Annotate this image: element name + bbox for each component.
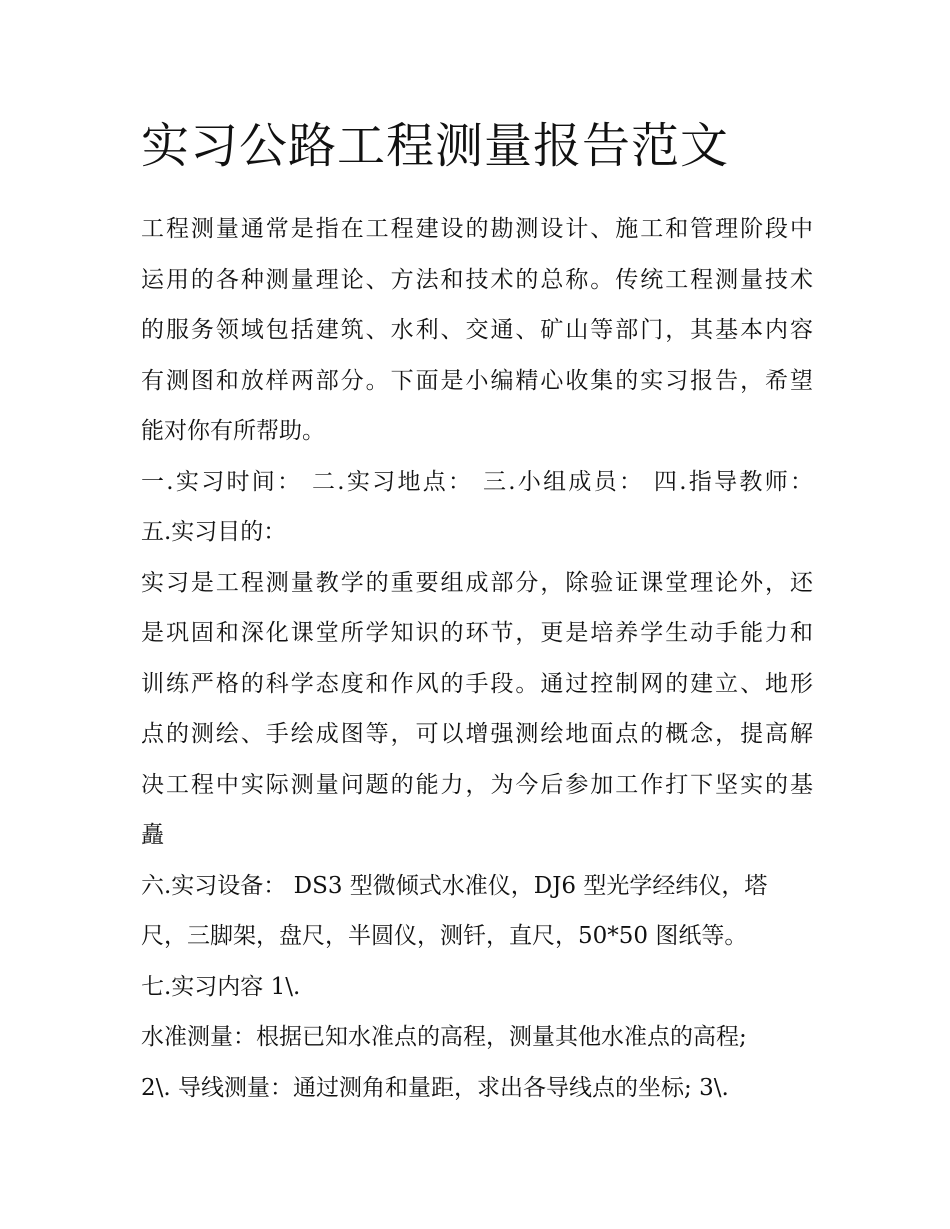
purpose-line-4: 点的测绘、手绘成图等，可以增强测绘地面点的概念，提高解 [141,721,813,747]
document-title: 实习公路工程测量报告范文 [141,118,730,174]
equipment-line-2: 尺，三脚架，盘尺，半圆仪，测钎，直尺，50*50 图纸等。 [141,923,748,949]
section-5-heading: 五.实习目的： [141,519,287,545]
content-line-2: 2\. 导线测量：通过测角和量距，求出各导线点的坐标; 3\. [141,1074,729,1101]
purpose-line-2: 是巩固和深化课堂所学知识的环节，更是培养学生动手能力和 [141,620,813,646]
intro-line-2: 运用的各种测量理论、方法和技术的总称。传统工程测量技术 [141,266,813,293]
intro-line-3: 的服务领域包括建筑、水利、交通、矿山等部门，其基本内容 [141,317,813,343]
content-line-1: 水准测量：根据已知水准点的高程，测量其他水准点的高程; [141,1024,747,1050]
purpose-line-5: 决工程中实际测量问题的能力，为今后参加工作打下坚实的基 [141,771,813,798]
section-headings-line: 一.实习时间： 二.实习地点： 三.小组成员： 四.指导教师： [141,468,813,495]
purpose-line-3: 训练严格的科学态度和作风的手段。通过控制网的建立、地形 [141,670,813,697]
intro-line-5: 能对你有所帮助。 [141,418,325,444]
equipment-line-1: 六.实习设备： DS3 型微倾式水准仪，DJ6 型光学经纬仪，塔 [141,872,768,899]
purpose-line-1: 实习是工程测量教学的重要组成部分，除验证课堂理论外，还 [141,569,813,596]
section-7-heading: 七.实习内容 1\. [141,973,301,1000]
intro-line-1: 工程测量通常是指在工程建设的勘测设计、施工和管理阶段中 [141,216,813,242]
purpose-line-6: 矗 [141,822,164,848]
document-page [141,112,813,1113]
intro-line-4: 有测图和放样两部分。下面是小编精心收集的实习报告，希望 [141,367,813,394]
